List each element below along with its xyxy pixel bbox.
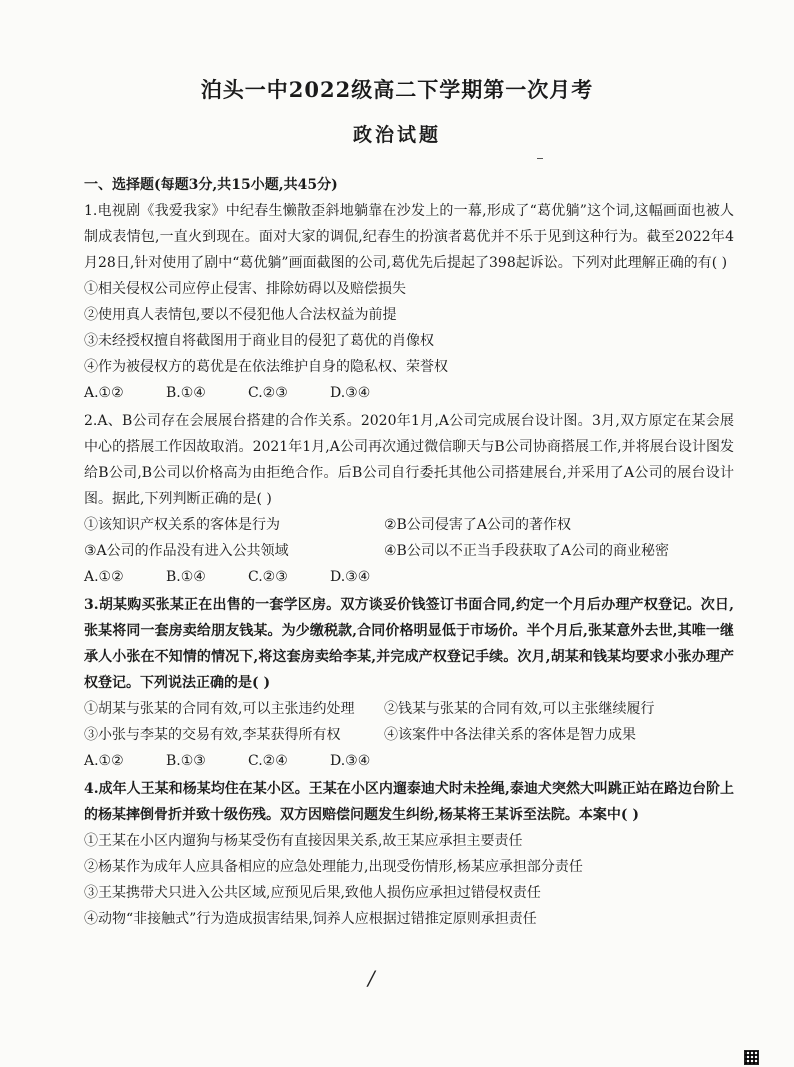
exam-title: 泊头一中2022级高二下学期第一次月考 — [200, 77, 594, 102]
question-2-option-1: ①该知识产权关系的客体是行为 — [84, 517, 280, 533]
question-2-option-2: ②B公司侵害了A公司的著作权 — [384, 517, 571, 533]
question-2-options-row-2 — [84, 538, 734, 564]
choice-d: D.③④ — [330, 753, 371, 769]
question-2-choices — [84, 564, 734, 592]
question-3-options-row-1 — [84, 696, 734, 722]
question-3-choices — [84, 748, 734, 776]
choice-b: B.①④ — [166, 569, 206, 585]
question-3-option-1: ①胡某与张某的合同有效,可以主张违约处理 — [84, 701, 355, 717]
choice-a: A.①② — [84, 569, 124, 585]
choice-a: A.①② — [84, 753, 124, 769]
page-mark: / — [368, 966, 375, 990]
question-3-option-2: ②钱某与张某的合同有效,可以主张继续履行 — [384, 701, 655, 717]
section-heading: 一、选择题(每题3分,共15小题,共45分) — [84, 177, 338, 193]
question-2-option-3: ③A公司的作品没有进入公共领域 — [84, 543, 289, 559]
question-3-option-4: ④该案件中各法律关系的客体是智力成果 — [384, 727, 636, 743]
question-1-stem: 1.电视剧《我爱我家》中纪春生懒散歪斜地躺靠在沙发上的一幕,形成了“葛优躺”这个词,这幅画面也被人制成表情包,一直火到现在。面对大家的调侃,纪春生的扮演者葛优并不乐于见到这种行为。截至2022年4月28日,针对使用了剧中“葛优躺”画面截图的公司,葛优先后提起了398起诉讼。下列对此理解正确的有( ) — [84, 203, 734, 271]
question-3-options-row-2 — [84, 722, 734, 748]
question-2-options-row-1 — [84, 512, 734, 538]
stray-mark — [537, 158, 543, 159]
question-4-option-4: ④动物“非接触式”行为造成损害结果,饲养人应根据过错推定原则承担责任 — [84, 911, 537, 927]
question-4-option-1: ①王某在小区内遛狗与杨某受伤有直接因果关系,故王某应承担主要责任 — [84, 833, 523, 849]
question-1-option-2: ②使用真人表情包,要以不侵犯他人合法权益为前提 — [84, 307, 397, 323]
question-4-option-3: ③王某携带犬只进入公共区域,应预见后果,致他人损伤应承担过错侵权责任 — [84, 885, 541, 901]
question-4-stem: 4.成年人王某和杨某均住在某小区。王某在小区内遛泰迪犬时未拴绳,泰迪犬突然大叫跳正站在路边台阶上的杨某摔倒骨折并致十级伤残。双方因赔偿问题发生纠纷,杨某将王某诉至法院。本案中( ) — [84, 781, 734, 823]
choice-c: C.②③ — [248, 569, 288, 585]
question-2-option-4: ④B公司以不正当手段获取了A公司的商业秘密 — [384, 543, 669, 559]
choice-c: C.②④ — [248, 753, 288, 769]
question-1-choices — [84, 380, 734, 408]
choice-b: B.①③ — [166, 753, 206, 769]
question-4-option-2: ②杨某作为成年人应具备相应的应急处理能力,出现受伤情形,杨某应承担部分责任 — [84, 859, 583, 875]
qr-code-icon — [744, 1050, 759, 1065]
scanner-watermark — [744, 1050, 759, 1065]
question-2-stem: 2.A、B公司存在会展展台搭建的合作关系。2020年1月,A公司完成展台设计图。3月,双方原定在某会展中心的搭展工作因故取消。2021年1月,A公司再次通过微信聊天与B公司协商搭展工作,并将展台设计图发给B公司,B公司以价格高为由拒绝合作。后B公司自行委托其他公司搭建展台,并采用了A公司的展台设计图。据此,下列判断正确的是( ) — [84, 413, 734, 507]
question-3-option-3: ③小张与李某的交易有效,李某获得所有权 — [84, 727, 341, 743]
exam-content — [84, 172, 734, 932]
question-1-option-3: ③未经授权擅自将截图用于商业目的侵犯了葛优的肖像权 — [84, 333, 434, 349]
choice-c: C.②③ — [248, 385, 288, 401]
question-1-option-4: ④作为被侵权方的葛优是在依法维护自身的隐私权、荣誉权 — [84, 359, 448, 375]
exam-subject: 政治试题 — [352, 124, 441, 146]
choice-b: B.①④ — [166, 385, 206, 401]
choice-d: D.③④ — [330, 569, 371, 585]
question-3-stem: 3.胡某购买张某正在出售的一套学区房。双方谈妥价钱签订书面合同,约定一个月后办理产权登记。次日,张某将同一套房卖给朋友钱某。为少缴税款,合同价格明显低于市场价。半个月后,张某意外去世,其唯一继承人小张在不知情的情况下,将这套房卖给李某,并完成产权登记手续。次月,胡某和钱某均要求小张办理产权登记。下列说法正确的是( ) — [84, 597, 734, 691]
choice-a: A.①② — [84, 385, 124, 401]
choice-d: D.③④ — [330, 385, 371, 401]
question-1-option-1: ①相关侵权公司应停止侵害、排除妨碍以及赔偿损失 — [84, 281, 406, 297]
